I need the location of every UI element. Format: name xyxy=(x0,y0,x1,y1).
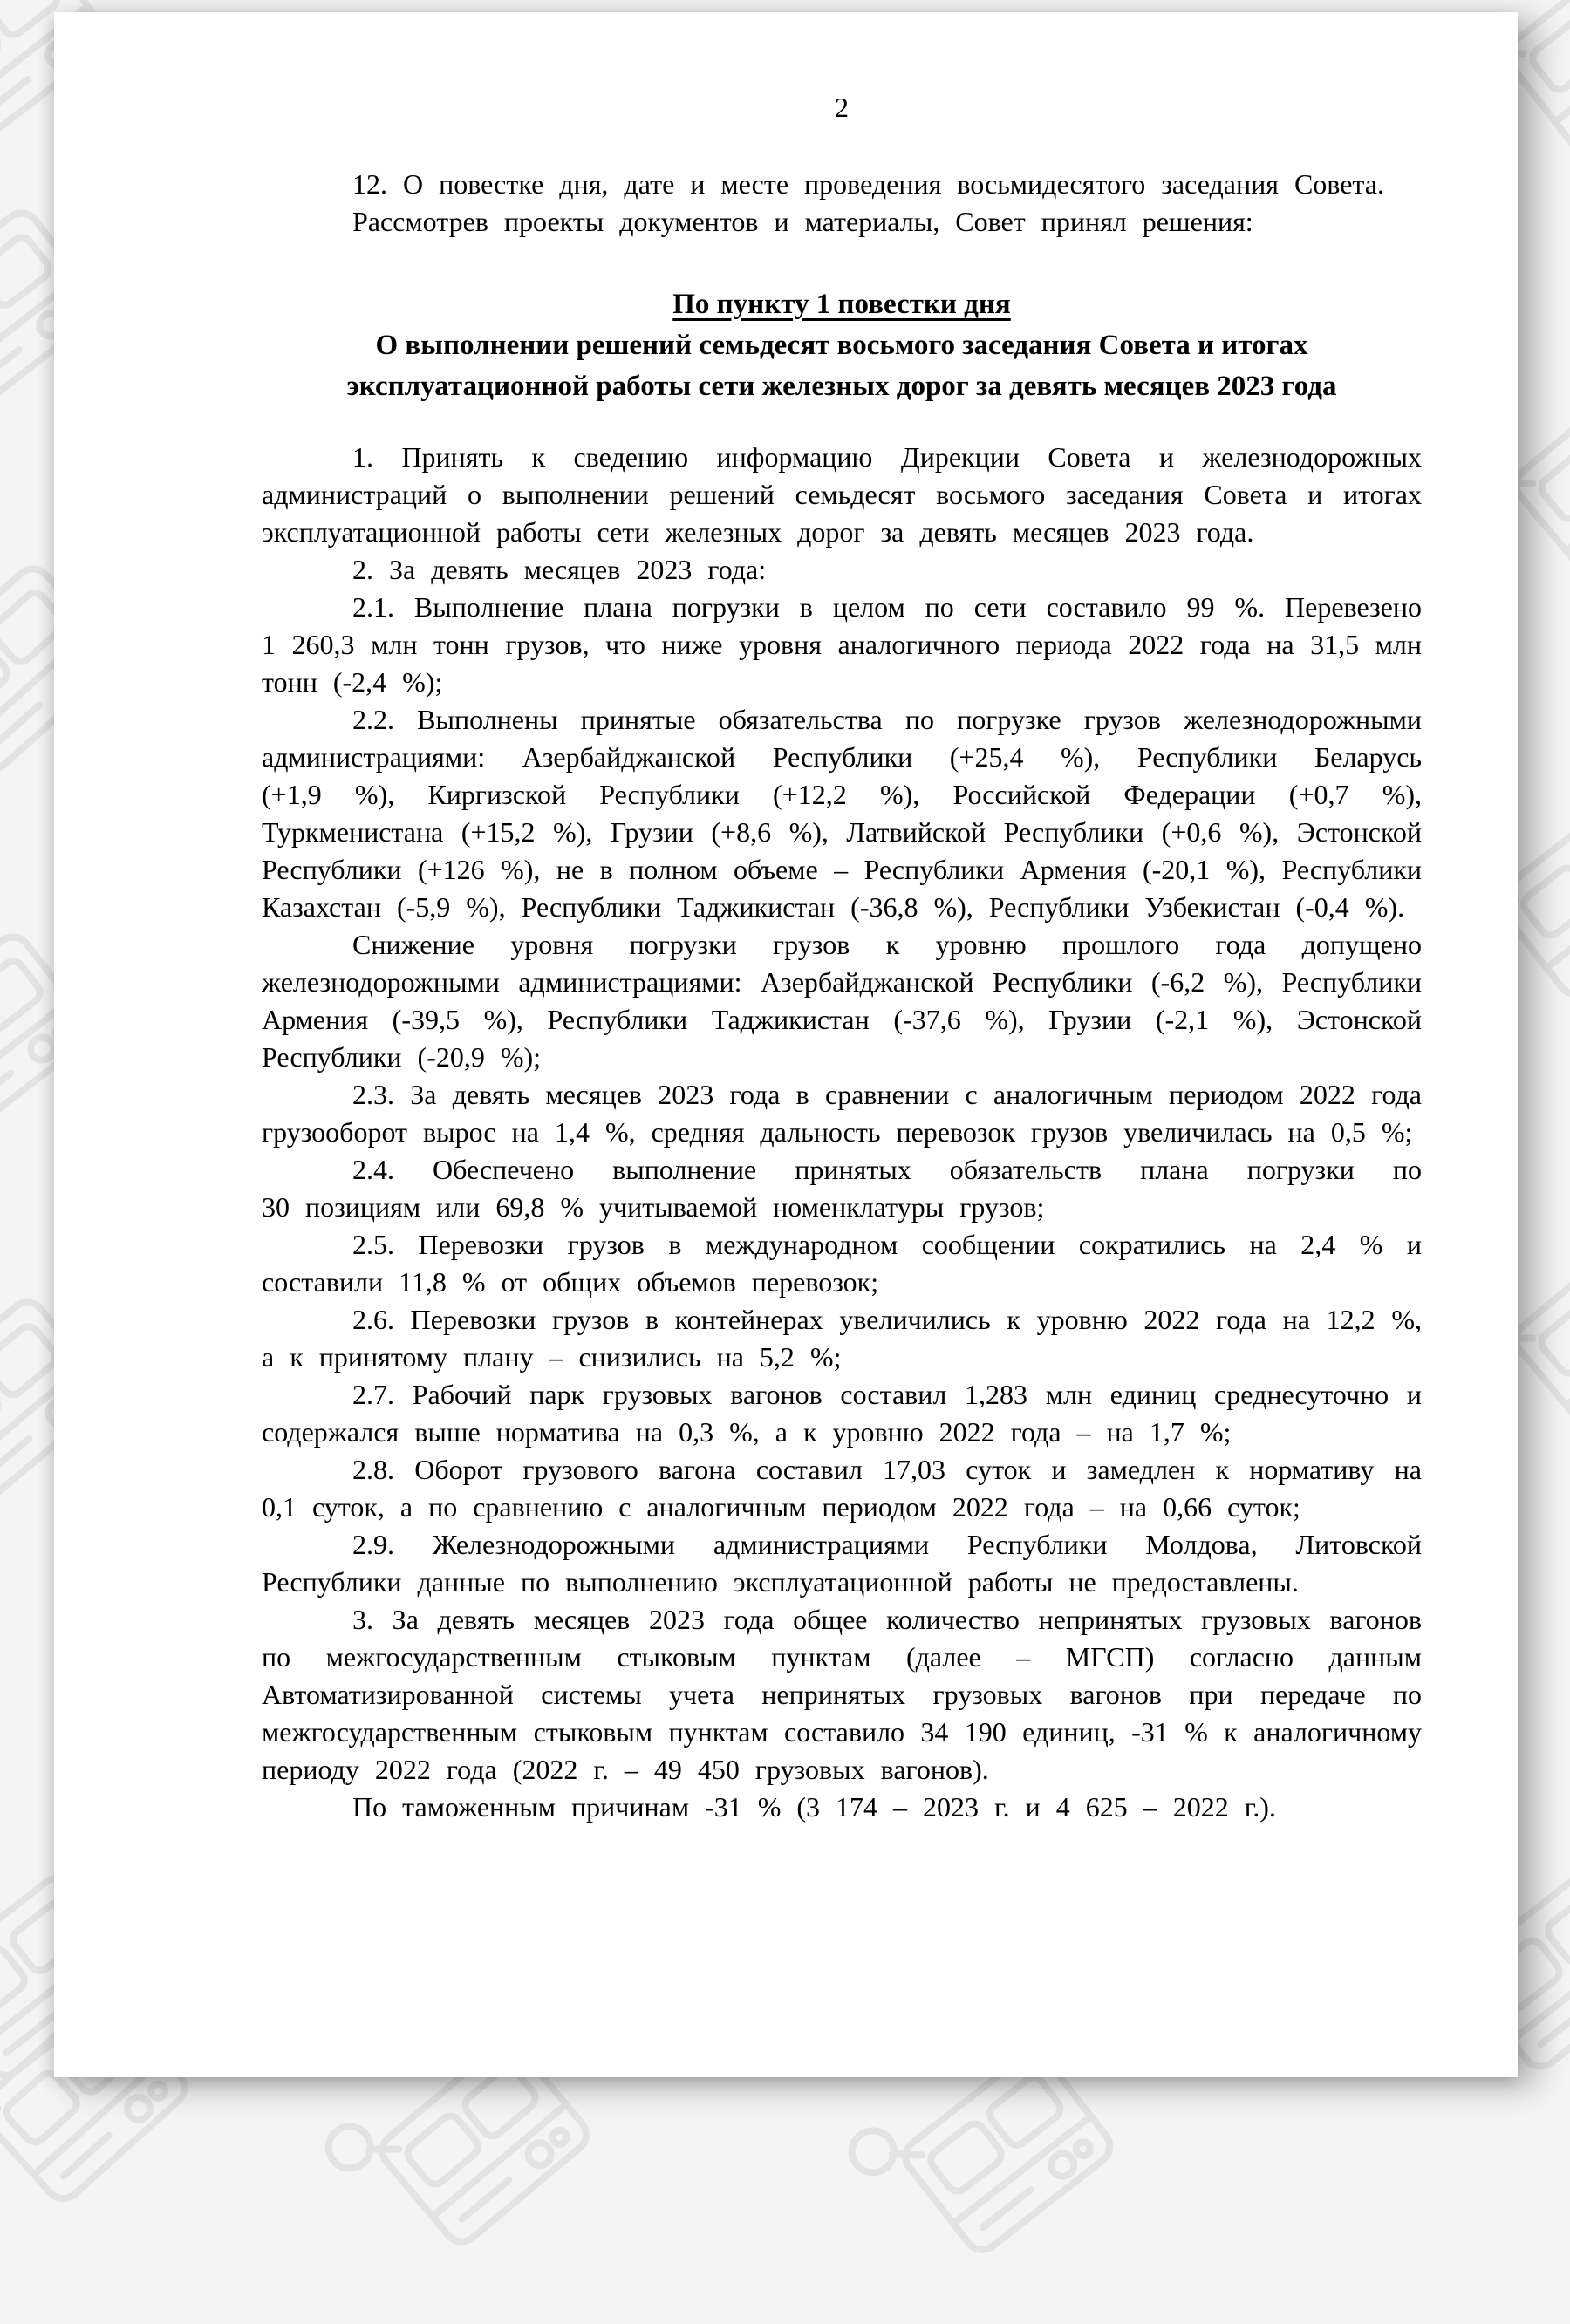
section-heading xyxy=(262,284,1422,325)
section-heading-text: По пункту 1 повестки дня xyxy=(672,289,1011,320)
doc-paragraph-customs: По таможенным причинам -31 % (3 174 – 2023 г. и 4 625 – 2022 г.). xyxy=(352,1791,1276,1823)
doc-paragraph-2: 2. За девять месяцев 2023 года: xyxy=(352,554,767,585)
doc-paragraph-1: 1. Принять к сведению информацию Дирекции Совета и железнодорожных администраций о выполнении решений семьдесят восьмого заседания Совета и итогах эксплуатационной работы сети железных дорог за девять месяцев 2023 года. xyxy=(262,441,1422,548)
doc-paragraph-2-7: 2.7. Рабочий парк грузовых вагонов составил 1,283 млн единиц среднесуточно и содержался выше норматива на 0,3 %, а к уровню 2022 года – на 1,7 %; xyxy=(262,1379,1422,1448)
doc-paragraph-2-3: 2.3. За девять месяцев 2023 года в сравнении с аналогичным периодом 2022 года грузооборот вырос на 1,4 %, средняя дальность перевозок грузов увеличилась на 0,5 %; xyxy=(262,1079,1422,1148)
page-number: 2 xyxy=(835,92,849,123)
doc-paragraph-2-1: 2.1. Выполнение плана погрузки в целом по сети составило 99 %. Перевезено 1 260,3 млн тонн грузов, что ниже уровня аналогичного периода 2022 года на 31,5 млн тонн (-2,4 %); xyxy=(262,591,1422,698)
doc-paragraph-2-2: 2.2. Выполнены принятые обязательства по погрузке грузов железнодорожными администрациями: Азербайджанской Республики (+25,4 %), Республики Беларусь (+1,9 %), Киргизской Республики (+12,2 %), Российской Федерации (+0,7 %), Туркменистана (+15,2 %), Грузии (+8,6 %), Латвийской Республики (+0,6 %), Эстонской Республики (+126 %), не в полном объеме – Республики Армения (-20,1 %), Республики Казахстан (-5,9 %), Республики Таджикистан (-36,8 %), Республики Узбекистан (-0,4 %). xyxy=(262,704,1422,923)
intro-paragraph-item-12: 12. О повестке дня, дате и месте проведения восьмидесятого заседания Совета. xyxy=(352,168,1384,200)
doc-paragraph-2-5: 2.5. Перевозки грузов в международном сообщении сократились на 2,4 % и составили 11,8 % от общих объемов перевозок; xyxy=(262,1229,1422,1298)
doc-paragraph-2-6: 2.6. Перевозки грузов в контейнерах увеличились к уровню 2022 года на 12,2 %, а к принятому плану – снизились на 5,2 %; xyxy=(262,1304,1422,1373)
doc-paragraph-2-8: 2.8. Оборот грузового вагона составил 17,03 суток и замедлен к нормативу на 0,1 суток, а по сравнению с аналогичным периодом 2022 года – на 0,66 суток; xyxy=(262,1454,1422,1523)
intro-paragraph-resolutions: Рассмотрев проекты документов и материалы, Совет принял решения: xyxy=(352,206,1253,237)
doc-paragraph-3: 3. За девять месяцев 2023 года общее количество непринятых грузовых вагонов по межгосударственным стыковым пунктам (далее – МГСП) согласно данным Автоматизированной системы учета непринятых грузовых вагонов при передаче по межгосударственным стыковым пунктам составило 34 190 единиц, -31 % к аналогичному периоду 2022 года (2022 г. – 49 450 грузовых вагонов). xyxy=(262,1604,1422,1785)
doc-paragraph-2-9: 2.9. Железнодорожными администрациями Республики Молдова, Литовской Республики данные по выполнению эксплуатационной работы не предоставлены. xyxy=(262,1529,1422,1598)
document-content xyxy=(262,12,1422,1826)
doc-paragraph-decrease: Снижение уровня погрузки грузов к уровню прошлого года допущено железнодорожными администрациями: Азербайджанской Республики (-6,2 %), Республики Армения (-39,5 %), Республики Таджикистан (-37,6 %), Грузии (-2,1 %), Эстонской Республики (-20,9 %); xyxy=(262,929,1422,1073)
doc-paragraph-2-4: 2.4. Обеспечено выполнение принятых обязательств плана погрузки по 30 позициям или 69,8 % учитываемой номенклатуры грузов; xyxy=(262,1154,1422,1223)
section-subject: О выполнении решений семьдесят восьмого заседания Совета и итогах эксплуатационной работы сети железных дорог за девять месяцев 2023 года xyxy=(346,330,1337,402)
document-page xyxy=(54,12,1518,2077)
